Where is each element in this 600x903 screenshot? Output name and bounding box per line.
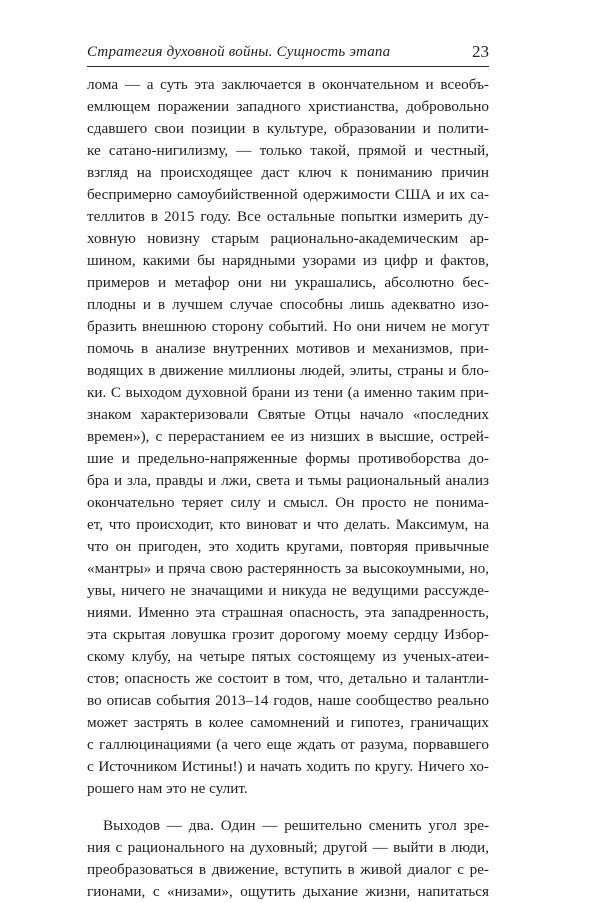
text-line: ния с рационального на духовный; другой — выйти в люди, (87, 839, 489, 856)
text-line: беспримерно самоубийственной одержимости США и их са- (87, 186, 489, 203)
text-line: шином, какими бы нарядными узорами из цифр и фактов, (87, 252, 489, 269)
text-line: шие и предельно-напряженные формы противоборства до- (87, 450, 489, 467)
text-line: с галлюцинациями (а чего еще ждать от разума, порвавшего (87, 736, 489, 753)
text-line: может застрять в колее самомнений и гипотез, граничащих (87, 714, 489, 731)
text-line: стов; опасность же состоит в том, что, детально и талантли- (87, 670, 489, 687)
text-line: водящих в движение миллионы людей, элиты, страны и бло- (87, 362, 489, 379)
paragraph-1 (87, 74, 489, 800)
text-line: увы, ничего не значащими и никуда не ведущими рассужде- (87, 582, 489, 599)
text-line: во описав события 2013–14 годов, наше сообщество реально (87, 692, 489, 709)
text-line: гионами, с «низами», ощутить дыхание жизни, напитаться (87, 883, 489, 900)
text-line: бра и зла, правды и лжи, света и тьмы рациональный анализ (87, 472, 489, 489)
text-line: эта скрытая ловушка грозит дорогому моему сердцу Избор- (87, 626, 489, 643)
text-line: примеров и метафор они ни украшались, абсолютно бес- (87, 274, 489, 291)
running-header (87, 44, 489, 68)
text-line: взгляд на происходящее даст ключ к пониманию причин (87, 164, 489, 181)
chapter-title: Стратегия духовной войны. Сущность этапа (87, 44, 391, 60)
page-number: 23 (472, 42, 489, 61)
text-line: сдавшего свои позиции в культуре, образовании и полити- (87, 120, 489, 137)
text-line: емлющем поражении западного христианства, добровольно (87, 98, 489, 115)
text-line: лома — а суть эта заключается в окончательном и всеобъ- (87, 76, 489, 93)
text-line: преобразоваться в движение, вступить в живой диалог с ре- (87, 861, 489, 878)
text-line: скому клубу, на четыре пятых состоящему из ученых-атеи- (87, 648, 489, 665)
text-line: Выходов — два. Один — решительно сменить угол зре- (103, 817, 489, 834)
text-line: времен»), с перерастанием ее из низших в высшие, острей- (87, 428, 489, 445)
text-line: с Источником Истины!) и начать ходить по кругу. Ничего хо- (87, 758, 489, 775)
text-line: окончательно теряет силу и смысл. Он просто не понима- (87, 494, 489, 511)
text-line: ет, что происходит, кто виноват и что делать. Максимум, на (87, 516, 489, 533)
text-line: ниями. Именно эта страшная опасность, эта западренность, (87, 604, 489, 621)
text-line: помочь в анализе внутренних мотивов и механизмов, при- (87, 340, 489, 357)
text-line: ке сатано-нигилизму, — только такой, прямой и честный, (87, 142, 489, 159)
text-line: рошего нам это не сулит. (87, 780, 248, 797)
body-text (87, 74, 489, 903)
paragraph-2 (87, 815, 489, 903)
text-line: ховную новизну старым рационально-академическим ар- (87, 230, 489, 247)
paragraph-spacer (87, 800, 489, 815)
header-divider (87, 66, 489, 67)
text-line: что он пригоден, это ходить кругами, повторяя привычные (87, 538, 489, 555)
text-line: бразить внешнюю сторону событий. Но они ничем не могут (87, 318, 489, 335)
text-line: знаком характеризовали Святые Отцы начало «последних (87, 406, 489, 423)
text-line: теллитов в 2015 году. Все остальные попытки измерить ду- (87, 208, 489, 225)
text-line: «мантры» и пряча свою растерянность за высокоумными, но, (87, 560, 489, 577)
text-line: ки. С выходом духовной брани из тени (а именно таким при- (87, 384, 489, 401)
text-line: плодны и в лучшем случае способны лишь адекватно изо- (87, 296, 489, 313)
